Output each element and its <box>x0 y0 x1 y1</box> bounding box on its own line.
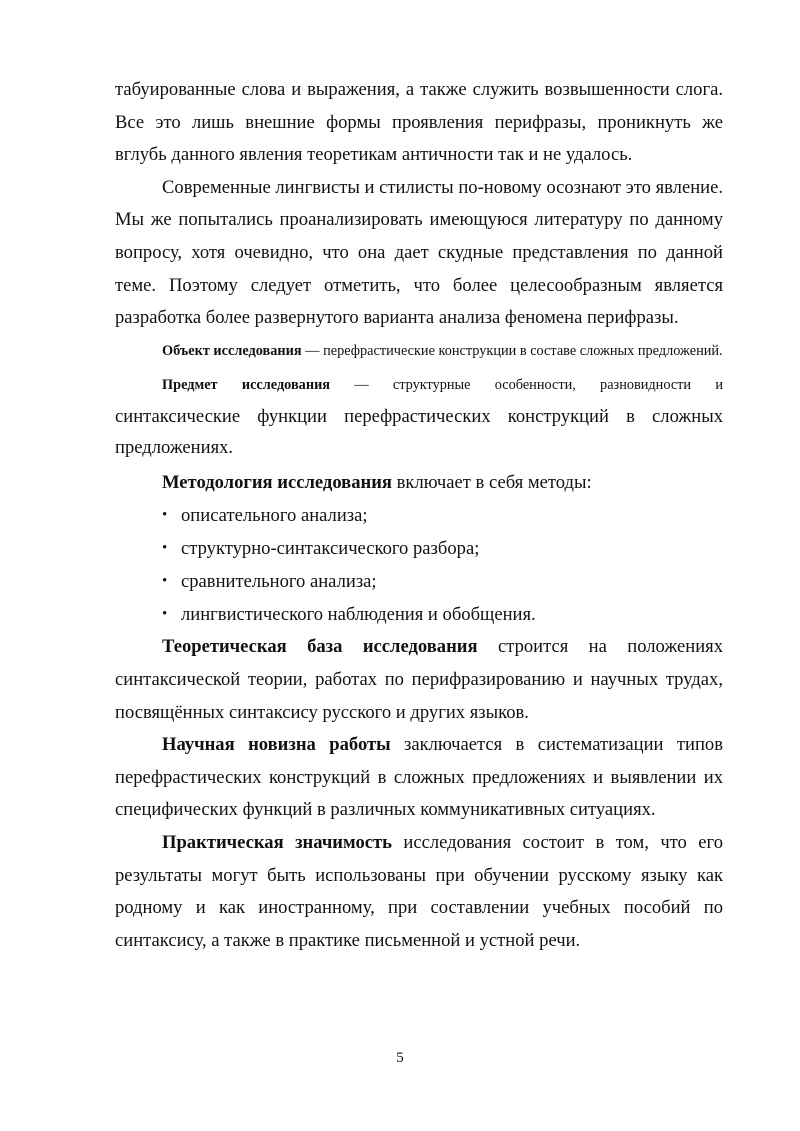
paragraph-theory <box>115 631 723 729</box>
practical-text: исследования состоит в том, что его результаты могут быть использованы при обучении русскому языку как родному и как иностранному, при составлении учебных пособий по синтаксису, а также в практике письменной и устной речи. <box>115 831 723 951</box>
subject-label: Предмет исследования <box>162 376 331 393</box>
paragraph-modern-linguists: Современные лингвисты и стилисты по-новому осознают это явление. Мы же попытались проанализировать имеющуюся литературу по данному вопросу, хотя очевидно, что она дает скудные представления по данной теме. Поэтому следует отметить, что более целесообразным является разработка более развернутого варианта анализа феномена перифразы. <box>115 176 723 329</box>
methodology-label: Методология исследования <box>162 471 392 493</box>
bullet-icon: • <box>162 540 168 557</box>
paragraph-object <box>115 338 723 364</box>
list-item-text: структурно-синтаксического разбора; <box>181 538 480 560</box>
subject-text-large: синтаксические функции перефрастических конструкций в сложных предложениях. <box>115 405 723 458</box>
theory-text: строится на положениях синтаксической теории, работах по перифразированию и научных трудах, посвящённых синтаксису русского и других языков. <box>115 636 723 723</box>
novelty-text: заключается в систематизации типов перефрастических конструкций в сложных предложениях и выявлении их специфических функций в различных коммуникативных ситуациях. <box>115 734 723 821</box>
page-number: 5 <box>396 1050 404 1066</box>
list-item <box>162 598 723 631</box>
list-item-text: описательного анализа; <box>181 505 368 527</box>
subject-lead <box>162 377 723 393</box>
methods-list <box>115 499 723 631</box>
list-item-text: лингвистического наблюдения и обобщения. <box>181 604 536 626</box>
document-page <box>115 74 723 957</box>
paragraph-methodology <box>115 467 723 500</box>
subject-text-small: — структурные особенности, разновидности и <box>330 376 723 393</box>
bullet-icon: • <box>162 507 168 524</box>
paragraph-novelty <box>115 729 723 827</box>
practical-label: Практическая значимость <box>162 831 392 853</box>
methodology-text: включает в себя методы: <box>391 471 592 493</box>
object-label: Объект исследования <box>162 342 302 359</box>
list-item <box>162 499 723 532</box>
theory-label: Теоретическая база исследования <box>162 636 478 658</box>
object-text: — перефрастические конструкции в составе сложных предложений. <box>301 342 723 359</box>
novelty-label: Научная новизна работы <box>162 734 391 756</box>
paragraph-subject <box>115 368 723 463</box>
paragraph-practical <box>115 827 723 957</box>
list-item <box>162 565 723 598</box>
bullet-icon: • <box>162 573 168 590</box>
bullet-icon: • <box>162 606 168 623</box>
paragraph-intro-continuation: табуированные слова и выражения, а также служить возвышенности слога. Все это лишь внешние формы проявления перифразы, проникнуть же вглубь данного явления теоретикам античности так и не удалось. <box>115 79 723 166</box>
list-item <box>162 532 723 565</box>
list-item-text: сравнительного анализа; <box>181 571 377 593</box>
